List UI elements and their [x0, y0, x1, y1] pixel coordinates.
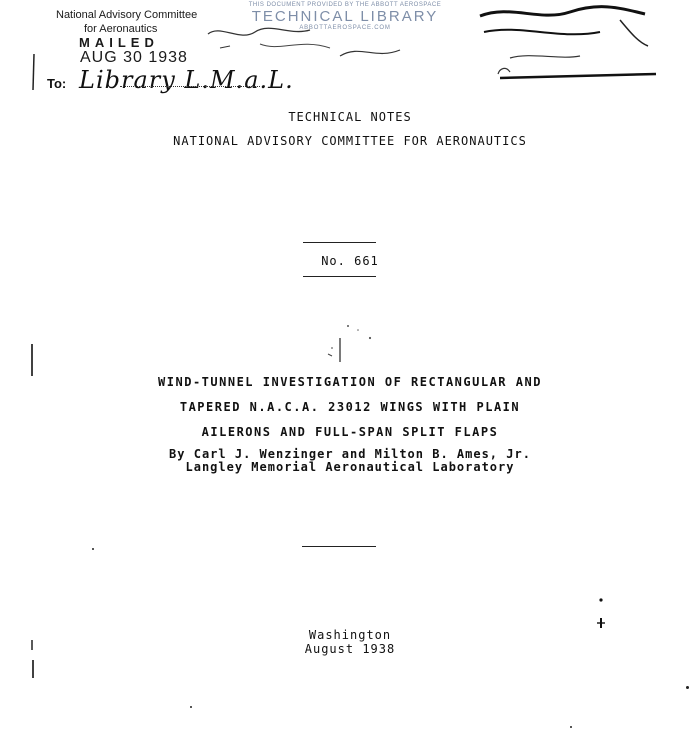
right-margin-marks [594, 592, 608, 636]
laboratory-line: Langley Memorial Aeronautical Laboratory [185, 460, 515, 474]
left-margin-mark [28, 342, 36, 378]
speck-marks [318, 318, 388, 368]
stamp-mailed: MAILED [79, 35, 159, 50]
bottom-left-margin-mark [28, 630, 38, 682]
note-number: No. 661 [321, 254, 379, 268]
watermark-title: TECHNICAL LIBRARY [251, 8, 439, 25]
speck [570, 726, 572, 728]
title-line-2: TAPERED N.A.C.A. 23012 WINGS WITH PLAIN [179, 400, 521, 414]
number-rule-top [303, 242, 376, 243]
recipient-dotted-line [120, 86, 260, 87]
header-committee: NATIONAL ADVISORY COMMITTEE FOR AERONAUTICS [173, 134, 527, 148]
number-rule-bottom [303, 276, 376, 277]
stamp-organization-line2: for Aeronautics [84, 23, 158, 35]
stamp-organization: National Advisory Committee [56, 9, 198, 21]
handwritten-recipient: Library L.M.a.L. [79, 66, 294, 94]
speck [190, 706, 192, 708]
speck [92, 548, 94, 550]
title-line-1: WIND-TUNNEL INVESTIGATION OF RECTANGULAR AND [158, 375, 542, 389]
to-label: To: [47, 76, 67, 91]
footer-place: Washington [308, 628, 392, 642]
speck [686, 686, 689, 689]
separator-rule [302, 546, 376, 547]
watermark-provided-by: THIS DOCUMENT PROVIDED BY THE ABBOTT AEROSPACE [248, 2, 442, 8]
footer-date: August 1938 [304, 642, 396, 656]
header-technical-notes: TECHNICAL NOTES [288, 110, 412, 124]
watermark-url: ABBOTTAEROSPACE.COM [299, 25, 391, 31]
header-scribble-marks [200, 14, 430, 74]
title-line-3: AILERONS AND FULL-SPAN SPLIT FLAPS [201, 425, 499, 439]
stamp-bracket-mark [30, 52, 38, 92]
top-right-scribble-marks [470, 2, 670, 97]
stamp-date: AUG 30 1938 [80, 49, 188, 66]
authors-line: By Carl J. Wenzinger and Milton B. Ames, Jr. [169, 447, 531, 461]
